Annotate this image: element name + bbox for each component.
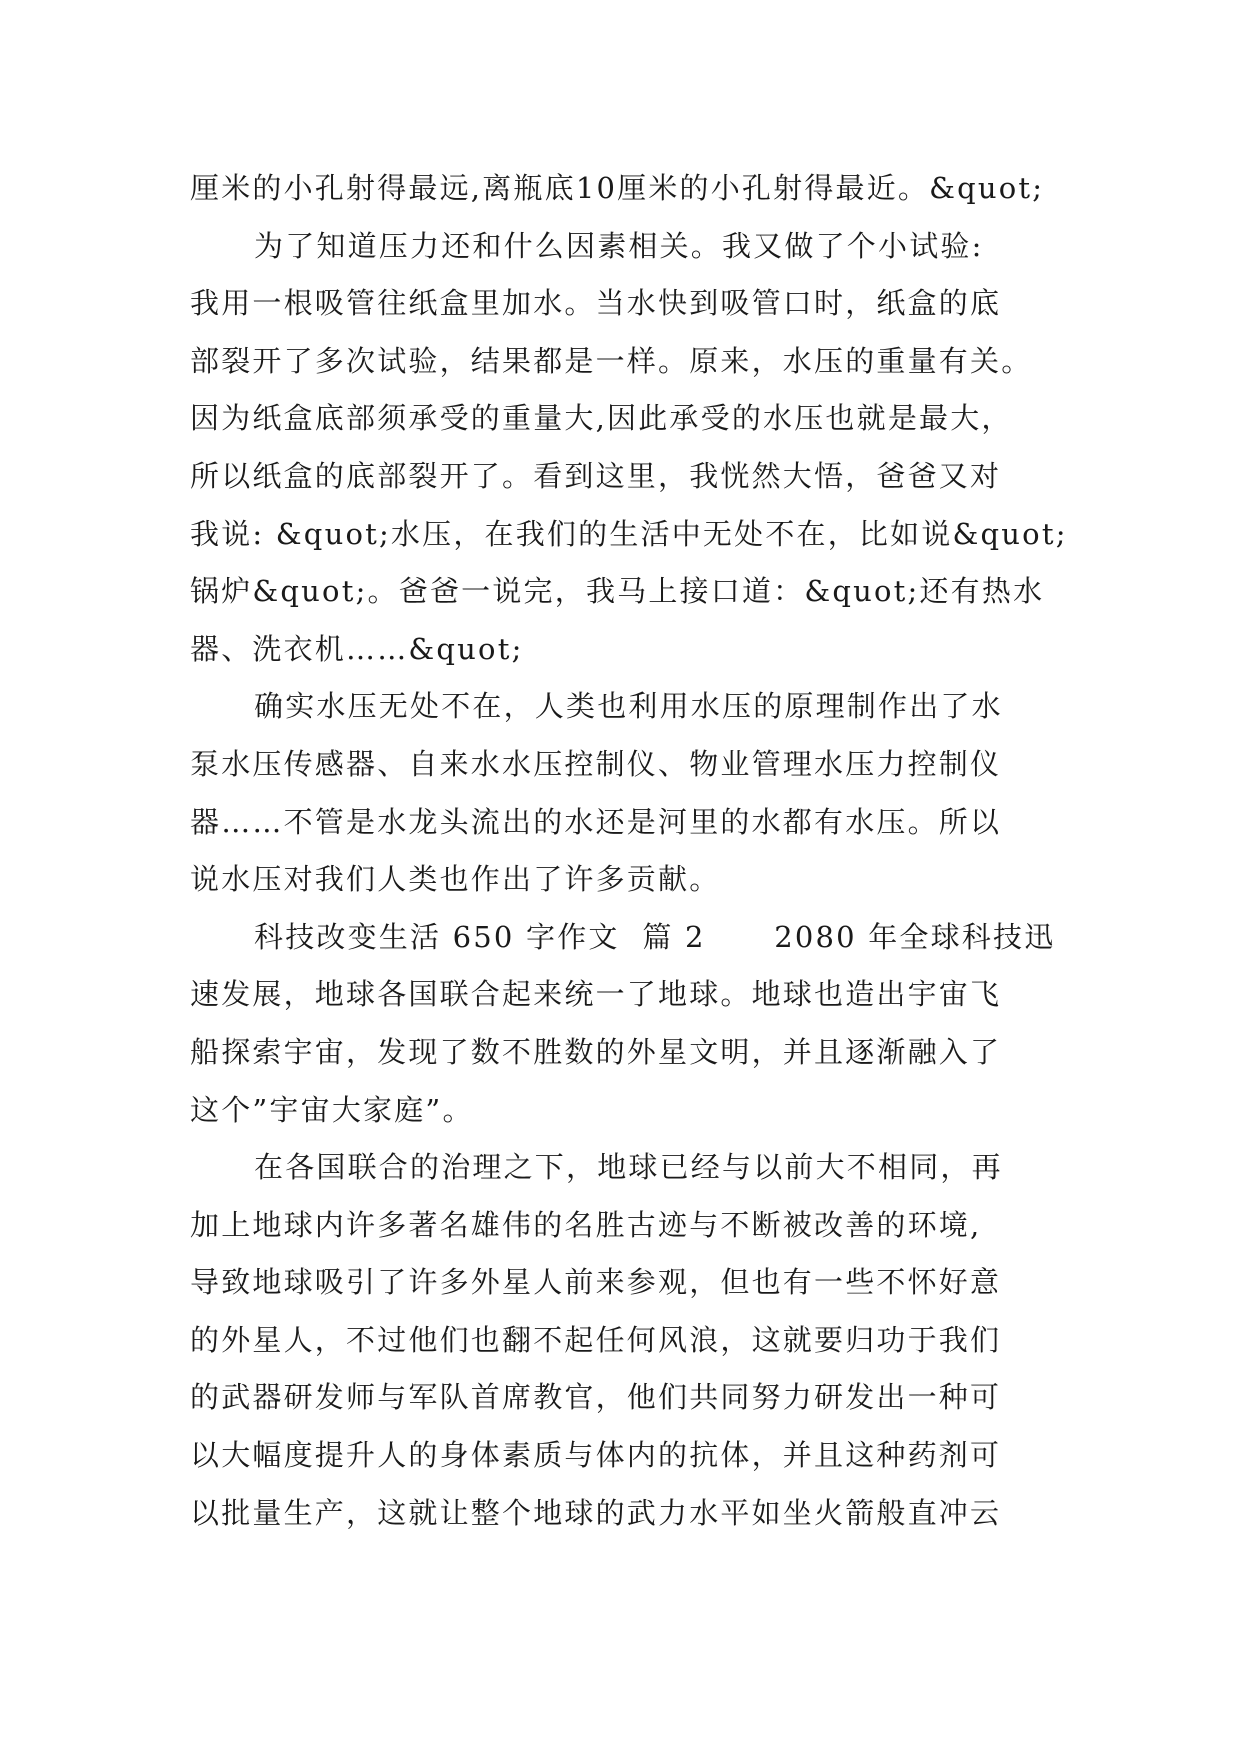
text-line: 我用一根吸管往纸盒里加水。当水快到吸管口时，纸盒的底 <box>190 286 1002 321</box>
text-line: 所以纸盒的底部裂开了。看到这里，我恍然大悟，爸爸又对 <box>190 458 1002 493</box>
text-line: 的外星人，不过他们也翻不起任何风浪，这就要归功于我们 <box>190 1322 1002 1357</box>
text-line: 泵水压传感器、自来水水压控制仪、物业管理水压力控制仪 <box>190 746 1002 781</box>
text-line: 说水压对我们人类也作出了许多贡献。 <box>190 862 721 897</box>
text-line: 为了知道压力还和什么因素相关。我又做了个小试验: <box>254 228 984 263</box>
text-line: 加上地球内许多著名雄伟的名胜古迹与不断被改善的环境, <box>190 1207 982 1242</box>
text-line: 导致地球吸引了许多外星人前来参观，但也有一些不怀好意 <box>190 1265 1002 1300</box>
text-line: 的武器研发师与军队首席教官，他们共同努力研发出一种可 <box>190 1380 1002 1415</box>
text-line: 速发展，地球各国联合起来统一了地球。地球也造出宇宙飞 <box>190 977 1002 1012</box>
text-line: 以大幅度提升人的身体素质与体内的抗体，并且这种药剂可 <box>190 1438 1002 1473</box>
text-line: 部裂开了多次试验，结果都是一样。原来，水压的重量有关。 <box>190 343 1033 378</box>
text-line: 器……不管是水龙头流出的水还是河里的水都有水压。所以 <box>190 804 1002 839</box>
text-line: 厘米的小孔射得最远,离瓶底10厘米的小孔射得最近。&quot; <box>190 171 1045 205</box>
text-line: 在各国联合的治理之下，地球已经与以前大不相同，再 <box>254 1150 1003 1185</box>
essay-text <box>190 160 1068 1542</box>
text-line: 确实水压无处不在，人类也利用水压的原理制作出了水 <box>254 689 1003 724</box>
text-line: 因为纸盒底部须承受的重量大,因此承受的水压也就是最大， <box>190 401 1013 436</box>
text-line: 以批量生产，这就让整个地球的武力水平如坐火箭般直冲云 <box>190 1495 1002 1530</box>
section-heading-line: 科技改变生活 650 字作文 篇 2 2080 年全球科技迅 <box>254 919 1056 954</box>
text-line: 我说: &quot;水压，在我们的生活中无处不在，比如说&quot; <box>190 516 1068 551</box>
text-line: 船探索宇宙，发现了数不胜数的外星文明，并且逐渐融入了 <box>190 1034 1002 1069</box>
text-line: 器、洗衣机……&quot; <box>190 631 524 666</box>
text-line: 这个”宇宙大家庭”。 <box>190 1092 474 1127</box>
text-line: 锅炉&quot;。爸爸一说完，我马上接口道：&quot;还有热水 <box>190 574 1045 609</box>
